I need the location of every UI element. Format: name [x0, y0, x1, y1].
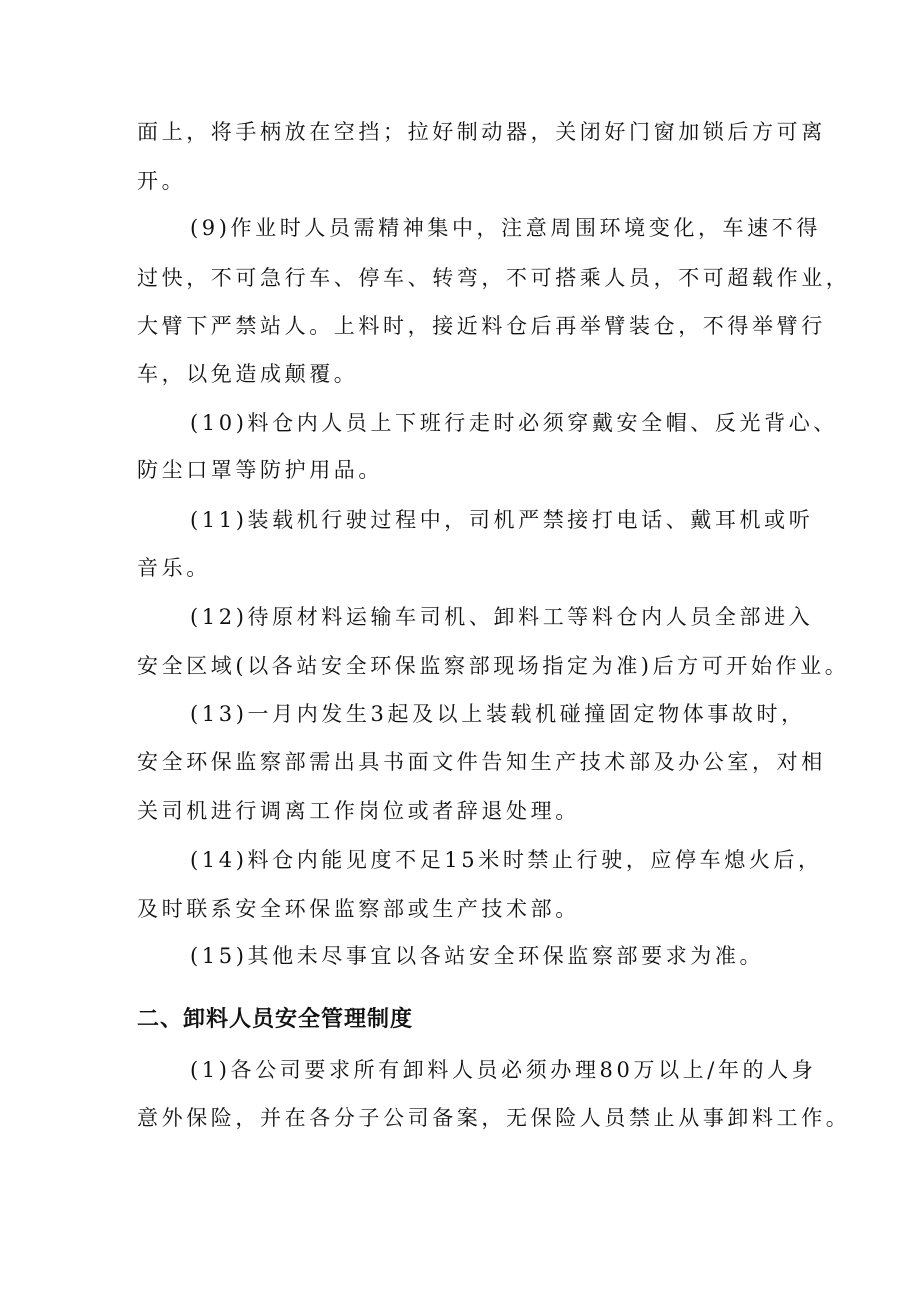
paragraph-line: 音乐。: [137, 556, 211, 580]
paragraph-line: 关司机进行调离工作岗位或者辞退处理。: [137, 799, 580, 823]
paragraph-line: (15)其他未尽事宜以各站安全环保监察部要求为准。: [190, 944, 765, 968]
paragraph-line: 安全环保监察部需出具书面文件告知生产技术部及办公室，对相: [137, 750, 826, 774]
paragraph-line: (13)一月内发生3起及以上装载机碰撞固定物体事故时，: [190, 702, 806, 726]
paragraph-line: (10)料仓内人员上下班行走时必须穿戴安全帽、反光背心、: [190, 411, 838, 435]
paragraph-line: 过快，不可急行车、停车、转弯，不可搭乘人员，不可超载作业，: [137, 266, 851, 290]
paragraph-line: 车，以免造成颠覆。: [137, 362, 359, 386]
paragraph-line: (14)料仓内能见度不足15米时禁止行驶，应停车熄火后，: [190, 848, 823, 872]
paragraph-line: 面上，将手柄放在空挡；拉好制动器，关闭好门窗加锁后方可离: [137, 120, 826, 144]
paragraph-line: 大臂下严禁站人。上料时，接近料仓后再举臂装仓，不得举臂行: [137, 314, 826, 338]
paragraph-line: (11)装载机行驶过程中，司机严禁接打电话、戴耳机或听: [190, 508, 814, 532]
paragraph-line: 开。: [137, 169, 187, 193]
paragraph-line: 安全区域(以各站安全环保监察部现场指定为准)后方可开始作业。: [137, 654, 850, 678]
paragraph-line: 意外保险，并在各分子公司备案，无保险人员禁止从事卸料工作。: [137, 1106, 851, 1130]
paragraph-line: (1)各公司要求所有卸料人员必须办理80万以上/年的人身: [190, 1058, 817, 1082]
paragraph-line: 及时联系安全环保监察部或生产技术部。: [137, 897, 580, 921]
section-heading: 二、卸料人员安全管理制度: [137, 1007, 414, 1032]
paragraph-line: (12)待原材料运输车司机、卸料工等料仓内人员全部进入: [190, 605, 814, 629]
paragraph-line: (9)作业时人员需精神集中，注意周围环境变化，车速不得: [190, 216, 821, 240]
paragraph-line: 防尘口罩等防护用品。: [137, 458, 383, 482]
